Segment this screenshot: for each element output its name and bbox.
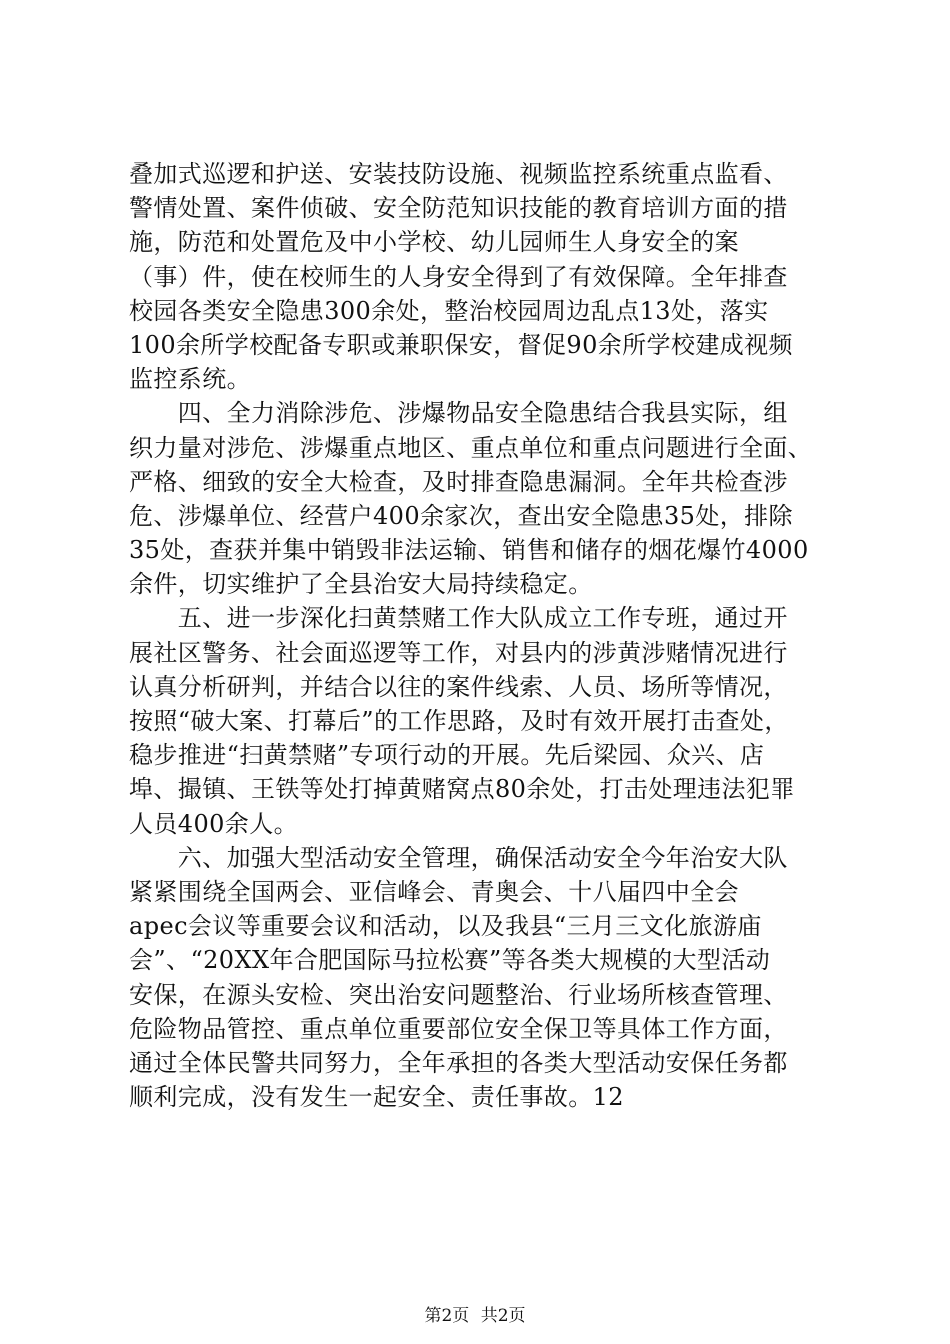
- text-line: 余件，切实维护了全县治安大局持续稳定。: [129, 570, 593, 599]
- text-line: 按照“破大案、打幕后”的工作思路，及时有效开展打击查处，: [129, 707, 789, 735]
- text-line: 顺利完成，没有发生一起安全、责任事故。12: [129, 1083, 624, 1112]
- page-number: 第2页: [424, 1306, 470, 1326]
- text-line: 校园各类安全隐患300余处，整治校园周边乱点13处，落实: [129, 296, 769, 325]
- text-line: 叠加式巡逻和护送、安装技防设施、视频监控系统重点监看、: [129, 160, 788, 188]
- text-line: 施，防范和处置危及中小学校、幼儿园师生人身安全的案: [129, 228, 739, 257]
- page-total: 共2页: [480, 1306, 526, 1326]
- text-line: apec会议等重要会议和活动，以及我县“三月三文化旅游庙: [129, 912, 762, 941]
- page-footer: [0, 1305, 950, 1327]
- text-line: 危险物品管控、重点单位重要部位安全保卫等具体工作方面，: [129, 1014, 788, 1043]
- text-line: 埠、撮镇、王铁等处打掉黄赌窝点80余处，打击处理违法犯罪: [129, 775, 795, 804]
- text-line: 警情处置、案件侦破、安全防范知识技能的教育培训方面的措: [129, 194, 788, 223]
- text-line: 35处，查获并集中销毁非法运输、销售和储存的烟花爆竹4000: [129, 536, 809, 565]
- text-line: 六、加强大型活动安全管理，确保活动安全今年治安大队: [129, 843, 788, 872]
- text-line: （事）件，使在校师生的人身安全得到了有效保障。全年排查: [129, 262, 788, 291]
- text-line: 危、涉爆单位、经营户400余家次，查出安全隐患35处，排除: [129, 501, 793, 530]
- text-line: 五、进一步深化扫黄禁赌工作大队成立工作专班，通过开: [129, 604, 788, 633]
- text-line: 织力量对涉危、涉爆重点地区、重点单位和重点问题进行全面、: [129, 433, 813, 462]
- text-line: 稳步推进“扫黄禁赌”专项行动的开展。先后梁园、众兴、店: [129, 741, 765, 770]
- text-line: 展社区警务、社会面巡逻等工作，对县内的涉黄涉赌情况进行: [129, 638, 788, 667]
- text-line: 严格、细致的安全大检查，及时排查隐患漏洞。全年共检查涉: [129, 467, 788, 496]
- body-text: [129, 157, 829, 1114]
- text-line: 监控系统。: [129, 365, 251, 394]
- text-line: 紧紧围绕全国两会、亚信峰会、青奥会、十八届四中全会: [129, 877, 739, 906]
- text-line: 人员400余人。: [129, 809, 299, 838]
- text-line: 四、全力消除涉危、涉爆物品安全隐患结合我县实际，组: [129, 399, 788, 428]
- text-line: 通过全体民警共同努力，全年承担的各类大型活动安保任务都: [129, 1048, 788, 1077]
- text-line: 认真分析研判，并结合以往的案件线索、人员、场所等情况，: [129, 672, 788, 701]
- text-line: 100余所学校配备专职或兼职保安，督促90余所学校建成视频: [129, 330, 793, 359]
- text-line: 安保，在源头安检、突出治安问题整治、行业场所核查管理、: [129, 980, 788, 1009]
- text-line: 会”、“20XX年合肥国际马拉松赛”等各类大规模的大型活动: [129, 946, 771, 975]
